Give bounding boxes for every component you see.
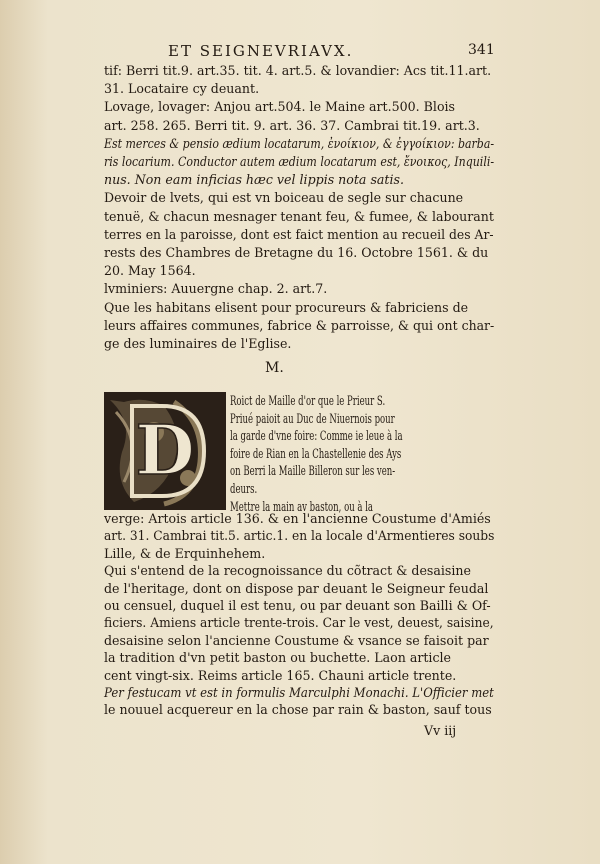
text-line: ge des luminaires de l'Eglise. bbox=[104, 336, 292, 351]
text-line: Roict de Maille d'or que le Prieur S. bbox=[230, 393, 386, 408]
decorated-initial bbox=[104, 392, 226, 510]
text-line: leurs affaires communes, fabrice & parroisse, & qui ont char- bbox=[104, 317, 495, 333]
text-line: Per festucam vt est in formulis Marculphi Monachi. L'Officier met bbox=[104, 685, 494, 700]
text-line: verge: Artois article 136. & en l'ancienne Coustume d'Amiés bbox=[104, 511, 491, 526]
text-line: tenuë, & chacun mesnager tenant feu, & fumee, & labourant bbox=[104, 208, 494, 224]
text-line: Que les habitans elisent pour procureurs & fabriciens de bbox=[104, 299, 469, 315]
section-letter: M. bbox=[265, 360, 284, 376]
signature-mark: Vv iij bbox=[424, 723, 457, 738]
text-line: le nouuel acquereur en la chose par rain & baston, sauf tous bbox=[104, 702, 492, 718]
text-line: deurs. bbox=[230, 481, 258, 496]
text-line: desaisine selon l'ancienne Coustume & vsance se faisoit par bbox=[104, 632, 489, 648]
text-line: la garde d'vne foire: Comme ie leue à la bbox=[230, 428, 403, 444]
page-number: 341 bbox=[468, 42, 495, 58]
text-line: Mettre la main av baston, ou à la bbox=[230, 498, 374, 514]
text-line: ou censuel, duquel il est tenu, ou par deuant son Bailli & Of- bbox=[104, 598, 491, 613]
text-line: 31. Locataire cy deuant. bbox=[104, 81, 260, 97]
text-line: lvminiers: Auuergne chap. 2. art.7. bbox=[104, 281, 328, 297]
text-line: Lovage, lovager: Anjou art.504. le Maine art.500. Blois bbox=[104, 99, 456, 115]
text-line: cent vingt-six. Reims article 165. Chauni article trente. bbox=[104, 667, 457, 683]
text-line: on Berri la Maille Billeron sur les ven- bbox=[230, 463, 396, 479]
running-header: ET SEIGNEVRIAVX. bbox=[168, 42, 354, 60]
text-line: ficiers. Amiens article trente-trois. Car le vest, deuest, saisine, bbox=[104, 615, 494, 631]
text-line: ris locarium. Conductor autem ædium locatarum est, ἔνοικος, Inquili- bbox=[104, 154, 495, 169]
text-line: foire de Rian en la Chastellenie des Ays bbox=[230, 445, 402, 461]
text-line: art. 31. Cambrai tit.5. artic.1. en la locale d'Armentieres soubs bbox=[104, 528, 495, 544]
text-line: de l'heritage, dont on dispose par deuant le Seigneur feudal bbox=[104, 580, 489, 596]
text-line: nus. Non eam inficias hæc vel lippis nota satis. bbox=[104, 172, 404, 188]
text-line: Qui s'entend de la recognoissance du cõtract & desaisine bbox=[104, 563, 471, 579]
text-line: Lille, & de Erquinhehem. bbox=[104, 545, 266, 561]
text-line: rests des Chambres de Bretagne du 16. Octobre 1561. & du bbox=[104, 245, 489, 260]
text-line: tif: Berri tit.9. art.35. tit. 4. art.5. & lovandier: Acs tit.11.art. bbox=[104, 63, 492, 78]
text-line: la tradition d'vn petit baston ou buchette. Laon article bbox=[104, 650, 451, 666]
text-line: Devoir de lvets, qui est vn boiceau de segle sur chacune bbox=[104, 190, 464, 206]
text-line: 20. May 1564. bbox=[104, 263, 196, 279]
text-line: art. 258. 265. Berri tit. 9. art. 36. 37. Cambrai tit.19. art.3. bbox=[104, 117, 480, 133]
text-line: terres en la paroisse, dont est faict mention au recueil des Ar- bbox=[104, 226, 494, 242]
text-line: Est merces & pensio ædium locatarum, ἐνοίκιον, & ἐγγοίκιον: barba- bbox=[104, 135, 495, 151]
svg-text:D: D bbox=[135, 411, 195, 491]
text-line: Priué paioit au Duc de Niuernois pour bbox=[230, 410, 395, 426]
decorated-initial-d-icon bbox=[104, 392, 226, 510]
